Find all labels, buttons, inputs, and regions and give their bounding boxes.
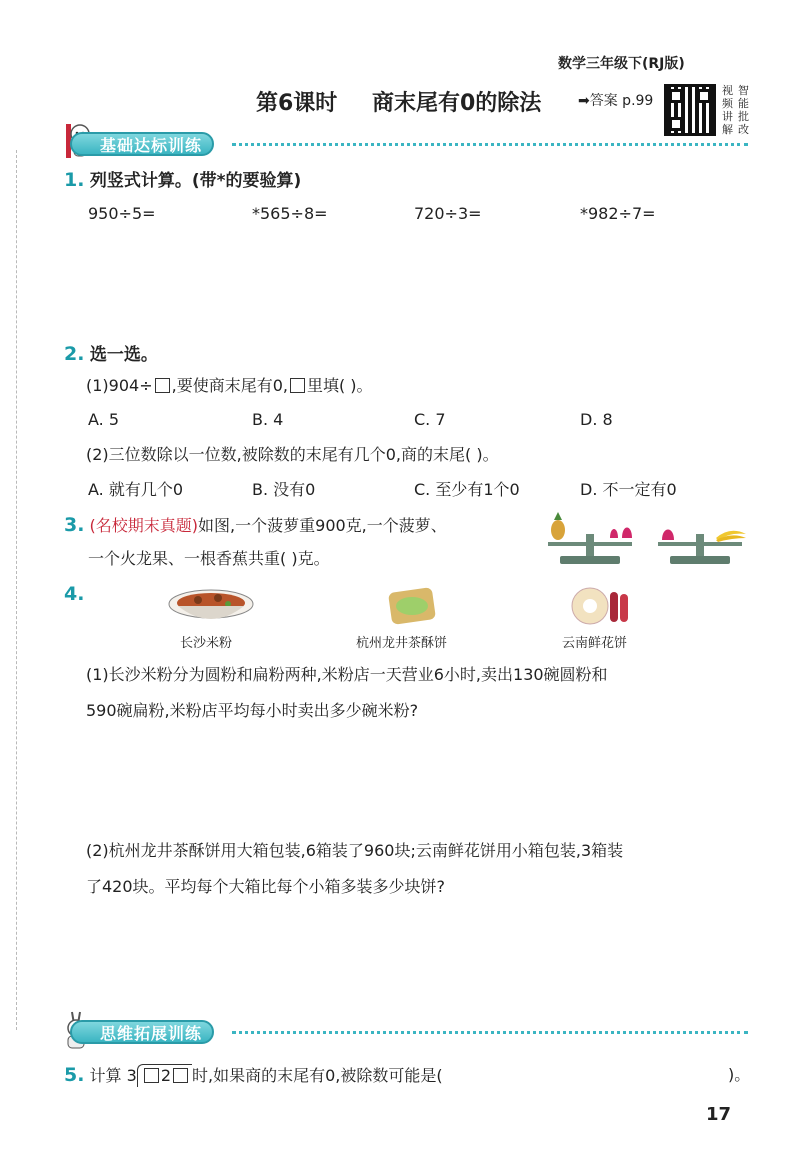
qr-label-video: 视频讲解 (722, 84, 733, 136)
blank-box (155, 378, 170, 393)
q2-sub2-option-c[interactable]: C. 至少有1个0 (414, 480, 520, 499)
q2-number: 2. (64, 343, 85, 365)
q1-text: 列竖式计算。(带*的要验算) (89, 171, 302, 191)
qr-label-smart: 智能批改 (738, 84, 749, 136)
balance-scale-image-1 (540, 512, 640, 568)
q3-number: 3. (64, 514, 85, 536)
lesson-title: 商末尾有0的除法 (372, 91, 542, 116)
q3-line2: 一个火龙果、一根香蕉共重( )克。 (88, 549, 330, 568)
q2-text: 选一选。 (89, 345, 158, 365)
q5-suffix: 时,如果商的末尾有0,被除数可能是( (192, 1066, 443, 1085)
balance-scale-image-2 (650, 512, 750, 568)
q2-sub2-option-d[interactable]: D. 不一定有0 (580, 480, 677, 499)
q3-line1 (64, 514, 447, 537)
q4-sub1-line2: 590碗扁粉,米粉店平均每小时卖出多少碗米粉? (86, 701, 419, 720)
q5-number: 5. (64, 1064, 85, 1086)
section-divider (232, 1031, 748, 1034)
q1-number: 1. (64, 169, 85, 191)
q5-end: )。 (728, 1065, 751, 1084)
q4-sub2-line2: 了420块。平均每个大箱比每个小箱多装多少块饼? (86, 877, 446, 896)
noodle-bowl-image (168, 588, 254, 628)
page-number: 17 (706, 1104, 732, 1125)
tea-pastry-image (386, 584, 442, 626)
q1-item-3: 720÷3= (414, 204, 482, 223)
blank-box (144, 1068, 159, 1083)
book-label: 数学三年级下(RJ版) (558, 56, 685, 72)
blank-box (173, 1068, 188, 1083)
q2-sub1-option-d[interactable]: D. 8 (580, 410, 613, 429)
food-label-1: 长沙米粉 (180, 636, 233, 651)
long-division-bracket: 2 (137, 1064, 192, 1087)
q2-sub1-option-b[interactable]: B. 4 (252, 410, 284, 429)
section-basic-badge: 基础达标训练 (70, 132, 214, 156)
answer-ref[interactable]: ➡答案 p.99 (578, 93, 654, 109)
q2-sub1-stem: (1)904÷ ,要使商末尾有0, 里填( )。 (86, 376, 373, 395)
q1-item-1: 950÷5= (88, 204, 156, 223)
q2-sub2-stem: (2)三位数除以一位数,被除数的末尾有几个0,商的末尾( )。 (86, 445, 499, 464)
food-label-3: 云南鲜花饼 (562, 636, 628, 651)
q2-sub1-option-a[interactable]: A. 5 (88, 410, 120, 429)
q1-prompt (64, 168, 301, 193)
q5-prefix: 计算 (89, 1066, 122, 1085)
section-advanced-badge: 思维拓展训练 (70, 1020, 214, 1044)
q1-item-4: *982÷7= (580, 204, 656, 223)
q5 (64, 1064, 443, 1087)
arrow-right-icon: ➡ (578, 93, 590, 109)
lesson-number: 第6课时 (256, 91, 338, 116)
q2-sub2-option-a[interactable]: A. 就有几个0 (88, 480, 184, 499)
food-label-2: 杭州龙井茶酥饼 (356, 636, 448, 651)
qr-code[interactable] (664, 84, 716, 136)
flower-cake-image (568, 582, 634, 628)
blank-box (290, 378, 305, 393)
q5-divisor: 3 (126, 1066, 137, 1085)
q3-tag: (名校期末真题) (89, 516, 199, 535)
binding-margin (16, 150, 17, 1030)
q1-item-2: *565÷8= (252, 204, 328, 223)
q2-sub2-option-b[interactable]: B. 没有0 (252, 480, 316, 499)
q4-sub2-line1: (2)杭州龙井茶酥饼用大箱包装,6箱装了960块;云南鲜花饼用小箱包装,3箱装 (86, 841, 624, 860)
q4-sub1-line1: (1)长沙米粉分为圆粉和扁粉两种,米粉店一天营业6小时,卖出130碗圆粉和 (86, 665, 608, 684)
q4-number: 4. (64, 583, 85, 605)
q3-text-1: 如图,一个菠萝重900克,一个菠萝、 (198, 516, 447, 535)
q2-sub1-option-c[interactable]: C. 7 (414, 410, 446, 429)
section-divider (232, 143, 748, 146)
q2-prompt (64, 342, 158, 367)
